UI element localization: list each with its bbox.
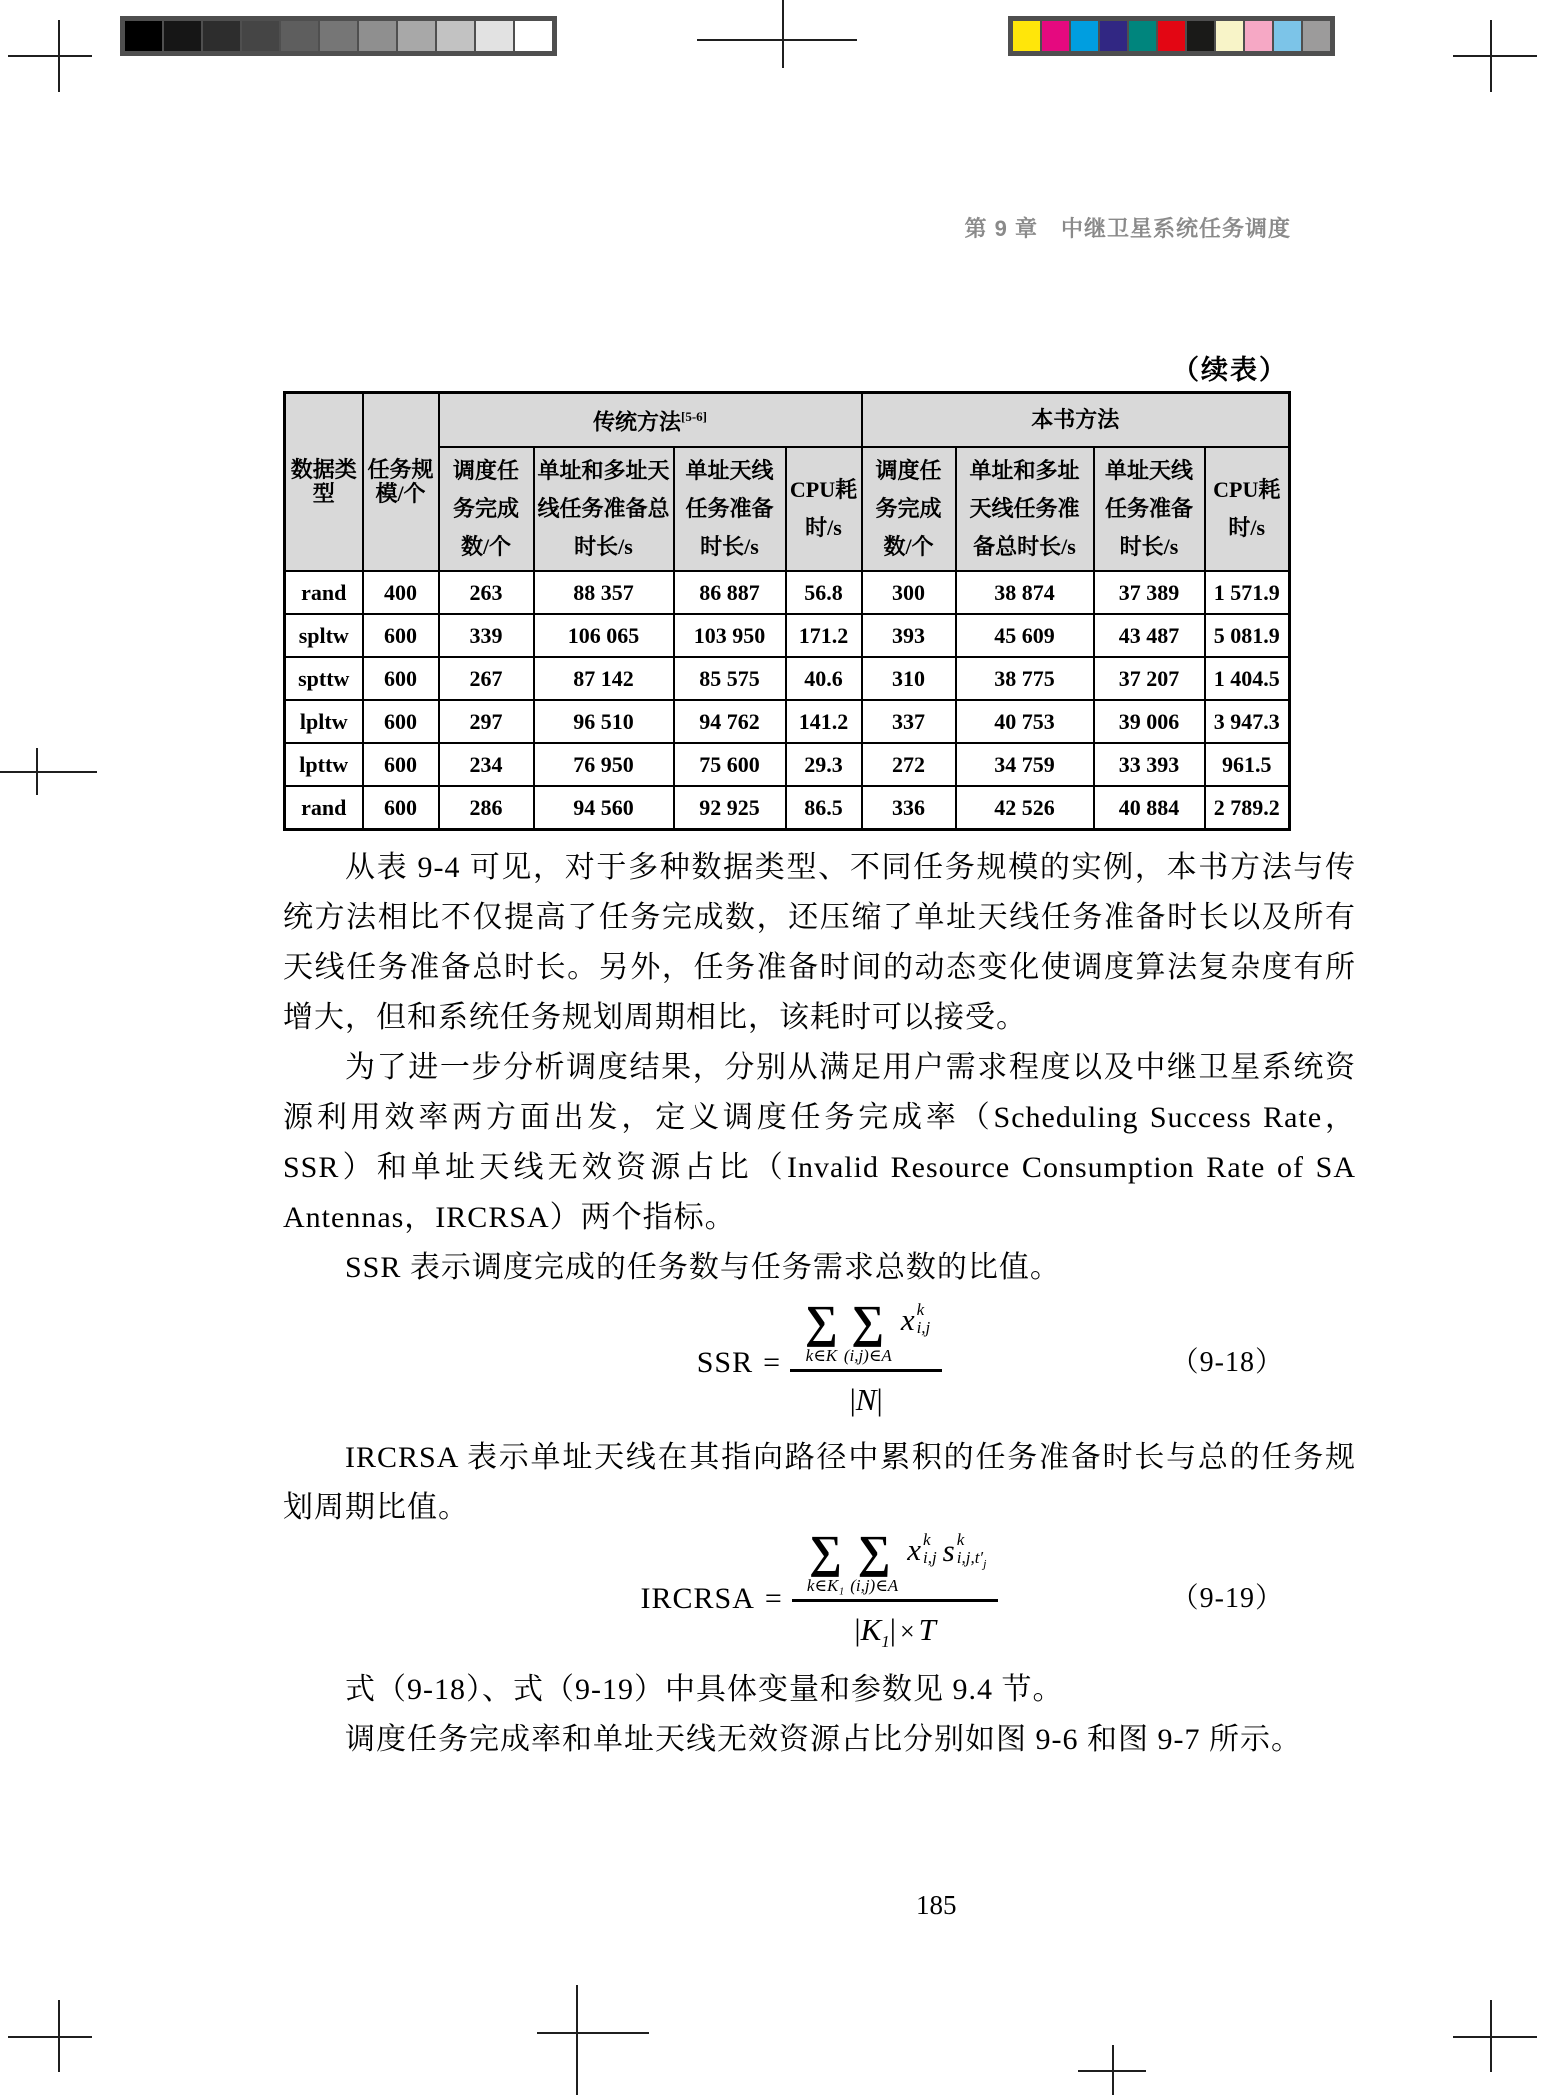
table-cell: 600 bbox=[363, 657, 439, 700]
variable-base: N bbox=[855, 1381, 877, 1417]
sigma-symbol: ∑ bbox=[857, 1526, 891, 1578]
table-cell: 92 925 bbox=[674, 786, 786, 830]
table-cell: 39 006 bbox=[1094, 700, 1205, 743]
registration-mark bbox=[0, 771, 97, 773]
paragraph: SSR 表示调度完成的任务数与任务需求总数的比值。 bbox=[345, 1251, 1061, 1284]
chapter-running-head: 第 9 章 中继卫星系统任务调度 bbox=[964, 216, 1291, 241]
variable-term bbox=[943, 1531, 987, 1570]
paragraph: 为了进一步分析调度结果，分别从满足用户需求程度以及中继卫星系统资源利用效率两方面出发，定义调度任务完成率（Scheduling Success Rate，SSR）和单址天线无效资源占比（Invalid Resource Consumption Rate of SA Antennas，IRCRSA）两个指标。 bbox=[283, 1051, 1356, 1234]
table-cell: 171.2 bbox=[786, 614, 862, 657]
group-header-traditional bbox=[439, 393, 862, 448]
equation-ircrsa-body bbox=[640, 1526, 999, 1667]
table-cell: 1 571.9 bbox=[1205, 571, 1290, 614]
registration-mark bbox=[576, 1985, 578, 2095]
summation bbox=[806, 1526, 845, 1595]
table-cell: 86 887 bbox=[674, 571, 786, 614]
summation-limit: k∈K bbox=[805, 1345, 838, 1365]
table-body bbox=[285, 571, 1290, 830]
calibration-swatch bbox=[320, 21, 357, 51]
table-cell: 600 bbox=[363, 700, 439, 743]
table-cell: 3 947.3 bbox=[1205, 700, 1290, 743]
table-cell: 94 762 bbox=[674, 700, 786, 743]
group-header-traditional-label: 传统方法 bbox=[593, 409, 682, 435]
superscript-subscript bbox=[917, 1301, 931, 1337]
calibration-swatch bbox=[203, 21, 240, 51]
table-row bbox=[285, 700, 1290, 743]
calibration-swatch bbox=[1158, 21, 1185, 51]
equation-number: （9-18） bbox=[1170, 1347, 1284, 1378]
variable-term bbox=[907, 1531, 936, 1567]
table-cell: 88 357 bbox=[534, 571, 674, 614]
table-cell: 267 bbox=[439, 657, 534, 700]
calibration-swatch bbox=[1187, 21, 1214, 51]
table-cell: lpltw bbox=[285, 700, 363, 743]
table-cell: 34 759 bbox=[956, 743, 1094, 786]
registration-mark bbox=[8, 2036, 92, 2038]
calibration-swatch bbox=[242, 21, 279, 51]
table-continued-label: （续表） bbox=[1172, 355, 1288, 385]
subscript: i,j bbox=[922, 1548, 937, 1568]
subscript bbox=[957, 1549, 987, 1570]
table-cell: 29.3 bbox=[786, 743, 862, 786]
table-cell: 400 bbox=[363, 571, 439, 614]
table-cell: 33 393 bbox=[1094, 743, 1205, 786]
subscript: i,j bbox=[916, 1318, 931, 1338]
summation-limit: k∈K₁ bbox=[806, 1575, 845, 1595]
page-number: 185 bbox=[916, 1890, 957, 1920]
calibration-swatch bbox=[398, 21, 435, 51]
calibration-swatch bbox=[1100, 21, 1127, 51]
table-cell: 600 bbox=[363, 743, 439, 786]
superscript-subscript bbox=[957, 1531, 987, 1570]
superscript-subscript bbox=[923, 1531, 937, 1567]
calibration-swatch bbox=[1274, 21, 1301, 51]
col-header-data-type: 数据类型 bbox=[285, 393, 363, 572]
table-group-header-row bbox=[285, 393, 1290, 448]
results-table bbox=[283, 391, 1291, 831]
table-cell: 5 081.9 bbox=[1205, 614, 1290, 657]
bar: | bbox=[849, 1381, 856, 1417]
table-cell: 310 bbox=[862, 657, 956, 700]
group-header-proposed: 本书方法 bbox=[862, 393, 1290, 448]
calibration-swatch bbox=[1013, 21, 1040, 51]
paragraph: 从表 9-4 可见，对于多种数据类型、不同任务规模的实例，本书方法与传统方法相比不仅提高了任务完成数，还压缩了单址天线任务准备时长以及所有天线任务准备总时长。另外，任务准备时间的动态变化使调度算法复杂度有所增大，但和系统任务规划周期相比，该耗时可以接受。 bbox=[283, 851, 1356, 1034]
table-cell: 300 bbox=[862, 571, 956, 614]
table-cell: 297 bbox=[439, 700, 534, 743]
equation-lhs: SSR bbox=[696, 1345, 754, 1379]
calibration-swatch bbox=[281, 21, 318, 51]
citation-superscript: [5-6] bbox=[681, 409, 708, 425]
table-row bbox=[285, 614, 1290, 657]
table-cell: 961.5 bbox=[1205, 743, 1290, 786]
col-header-task-scale: 任务规模/个 bbox=[363, 393, 439, 572]
calibration-swatch bbox=[515, 21, 552, 51]
variable-term bbox=[901, 1301, 930, 1337]
subscript: 1 bbox=[881, 1631, 890, 1651]
table-cell: 286 bbox=[439, 786, 534, 830]
table-row bbox=[285, 786, 1290, 830]
table-cell: 87 142 bbox=[534, 657, 674, 700]
col-header-sa-prep-proposed: 单址天线任务准备时长/s bbox=[1094, 447, 1205, 571]
numerator bbox=[790, 1296, 942, 1368]
variable-base: x bbox=[900, 1301, 915, 1337]
col-header-total-prep-proposed: 单址和多址天线任务准备总时长/s bbox=[956, 447, 1094, 571]
equals-sign: = bbox=[764, 1582, 782, 1615]
table-cell: 600 bbox=[363, 614, 439, 657]
calibration-swatch bbox=[1071, 21, 1098, 51]
superscript: k bbox=[916, 1300, 925, 1320]
table-cell: 234 bbox=[439, 743, 534, 786]
table-cell: 272 bbox=[862, 743, 956, 786]
table-cell: 96 510 bbox=[534, 700, 674, 743]
col-header-cpu-traditional: CPU耗时/s bbox=[786, 447, 862, 571]
table-cell: spltw bbox=[285, 614, 363, 657]
calibration-swatch bbox=[359, 21, 396, 51]
registration-mark bbox=[697, 39, 857, 41]
registration-mark bbox=[537, 2032, 649, 2034]
calibration-swatch bbox=[1245, 21, 1272, 51]
table-cell: 75 600 bbox=[674, 743, 786, 786]
numerator bbox=[792, 1526, 999, 1598]
table-cell: 40 884 bbox=[1094, 786, 1205, 830]
table-cell: 43 487 bbox=[1094, 614, 1205, 657]
table-cell: 40.6 bbox=[786, 657, 862, 700]
calibration-swatch bbox=[164, 21, 201, 51]
variable-base: s bbox=[942, 1533, 955, 1569]
table-cell: 600 bbox=[363, 786, 439, 830]
table-cell: 337 bbox=[862, 700, 956, 743]
denominator bbox=[790, 1369, 942, 1425]
equals-sign: = bbox=[763, 1345, 781, 1379]
table-cell: 94 560 bbox=[534, 786, 674, 830]
variable-base: K bbox=[860, 1611, 882, 1647]
summation bbox=[805, 1296, 838, 1365]
equation-ircrsa bbox=[283, 1526, 1356, 1665]
table-cell: 37 389 bbox=[1094, 571, 1205, 614]
table-cell: spttw bbox=[285, 657, 363, 700]
table-cell: 86.5 bbox=[786, 786, 862, 830]
summation bbox=[850, 1526, 899, 1595]
color-calibration-bar bbox=[1008, 16, 1335, 56]
table-cell: 141.2 bbox=[786, 700, 862, 743]
bar: | bbox=[876, 1381, 883, 1417]
table-cell: 42 526 bbox=[956, 786, 1094, 830]
registration-mark bbox=[36, 748, 38, 795]
superscript: k bbox=[922, 1530, 931, 1550]
table-cell: 393 bbox=[862, 614, 956, 657]
col-header-completed-proposed: 调度任务完成数/个 bbox=[862, 447, 956, 571]
col-header-sa-prep-traditional: 单址天线任务准备时长/s bbox=[674, 447, 786, 571]
table-cell: 85 575 bbox=[674, 657, 786, 700]
calibration-swatch bbox=[476, 21, 513, 51]
results-table-container bbox=[283, 391, 1291, 831]
grayscale-calibration-bar bbox=[120, 16, 557, 56]
table-cell: 106 065 bbox=[534, 614, 674, 657]
table-cell: 339 bbox=[439, 614, 534, 657]
table-cell: rand bbox=[285, 571, 363, 614]
registration-mark bbox=[1453, 55, 1537, 57]
table-cell: 2 789.2 bbox=[1205, 786, 1290, 830]
equation-ssr-body bbox=[696, 1296, 943, 1424]
table-cell: 40 753 bbox=[956, 700, 1094, 743]
calibration-swatch bbox=[1303, 21, 1330, 51]
summation bbox=[843, 1296, 892, 1365]
subscript-text: i,j,t′ bbox=[956, 1548, 984, 1568]
table-cell: 103 950 bbox=[674, 614, 786, 657]
table-cell: 76 950 bbox=[534, 743, 674, 786]
equation-lhs: IRCRSA bbox=[640, 1582, 755, 1615]
equation-ssr bbox=[283, 1293, 1356, 1433]
table-cell: 56.8 bbox=[786, 571, 862, 614]
calibration-swatch bbox=[125, 21, 162, 51]
table-cell: 336 bbox=[862, 786, 956, 830]
sigma-symbol: ∑ bbox=[805, 1296, 838, 1348]
table-cell: 1 404.5 bbox=[1205, 657, 1290, 700]
fraction bbox=[790, 1296, 942, 1424]
summation-limit: (i,j)∈A bbox=[850, 1575, 899, 1595]
sigma-symbol: ∑ bbox=[809, 1526, 842, 1578]
table-cell: lpttw bbox=[285, 743, 363, 786]
nested-subscript: j bbox=[983, 1556, 987, 1571]
denominator bbox=[792, 1599, 999, 1667]
fraction bbox=[792, 1526, 999, 1667]
registration-mark bbox=[782, 0, 784, 68]
superscript: k bbox=[956, 1530, 965, 1550]
body-text-block bbox=[283, 843, 1356, 1765]
table-row bbox=[285, 743, 1290, 786]
table-cell: rand bbox=[285, 786, 363, 830]
col-header-total-prep-traditional: 单址和多址天线任务准备总时长/s bbox=[534, 447, 674, 571]
summation-limit: (i,j)∈A bbox=[843, 1345, 892, 1365]
bar: | bbox=[854, 1611, 861, 1647]
calibration-swatch bbox=[1216, 21, 1243, 51]
table-cell: 37 207 bbox=[1094, 657, 1205, 700]
multiplication-sign: × bbox=[900, 1616, 915, 1646]
sigma-symbol: ∑ bbox=[851, 1296, 885, 1348]
calibration-swatch bbox=[437, 21, 474, 51]
registration-mark bbox=[1453, 2036, 1537, 2038]
col-header-cpu-proposed: CPU耗时/s bbox=[1205, 447, 1290, 571]
paragraph: 调度任务完成率和单址天线无效资源占比分别如图 9-6 和图 9-7 所示。 bbox=[345, 1723, 1302, 1756]
col-header-completed-traditional: 调度任务完成数/个 bbox=[439, 447, 534, 571]
variable-base: T bbox=[918, 1611, 936, 1647]
table-cell: 38 874 bbox=[956, 571, 1094, 614]
calibration-swatch bbox=[1042, 21, 1069, 51]
registration-mark bbox=[1078, 2070, 1146, 2072]
table-cell: 38 775 bbox=[956, 657, 1094, 700]
table-cell: 45 609 bbox=[956, 614, 1094, 657]
registration-mark bbox=[8, 55, 92, 57]
calibration-swatch bbox=[1129, 21, 1156, 51]
equation-number: （9-19） bbox=[1170, 1583, 1284, 1614]
table-row bbox=[285, 657, 1290, 700]
variable-base: x bbox=[907, 1531, 921, 1567]
paragraph: IRCRSA 表示单址天线在其指向路径中累积的任务准备时长与总的任务规划周期比值。 bbox=[283, 1441, 1356, 1524]
table-row bbox=[285, 571, 1290, 614]
bar: | bbox=[889, 1611, 896, 1647]
paragraph: 式（9-18）、式（9-19）中具体变量和参数见 9.4 节。 bbox=[345, 1673, 1064, 1706]
table-cell: 263 bbox=[439, 571, 534, 614]
